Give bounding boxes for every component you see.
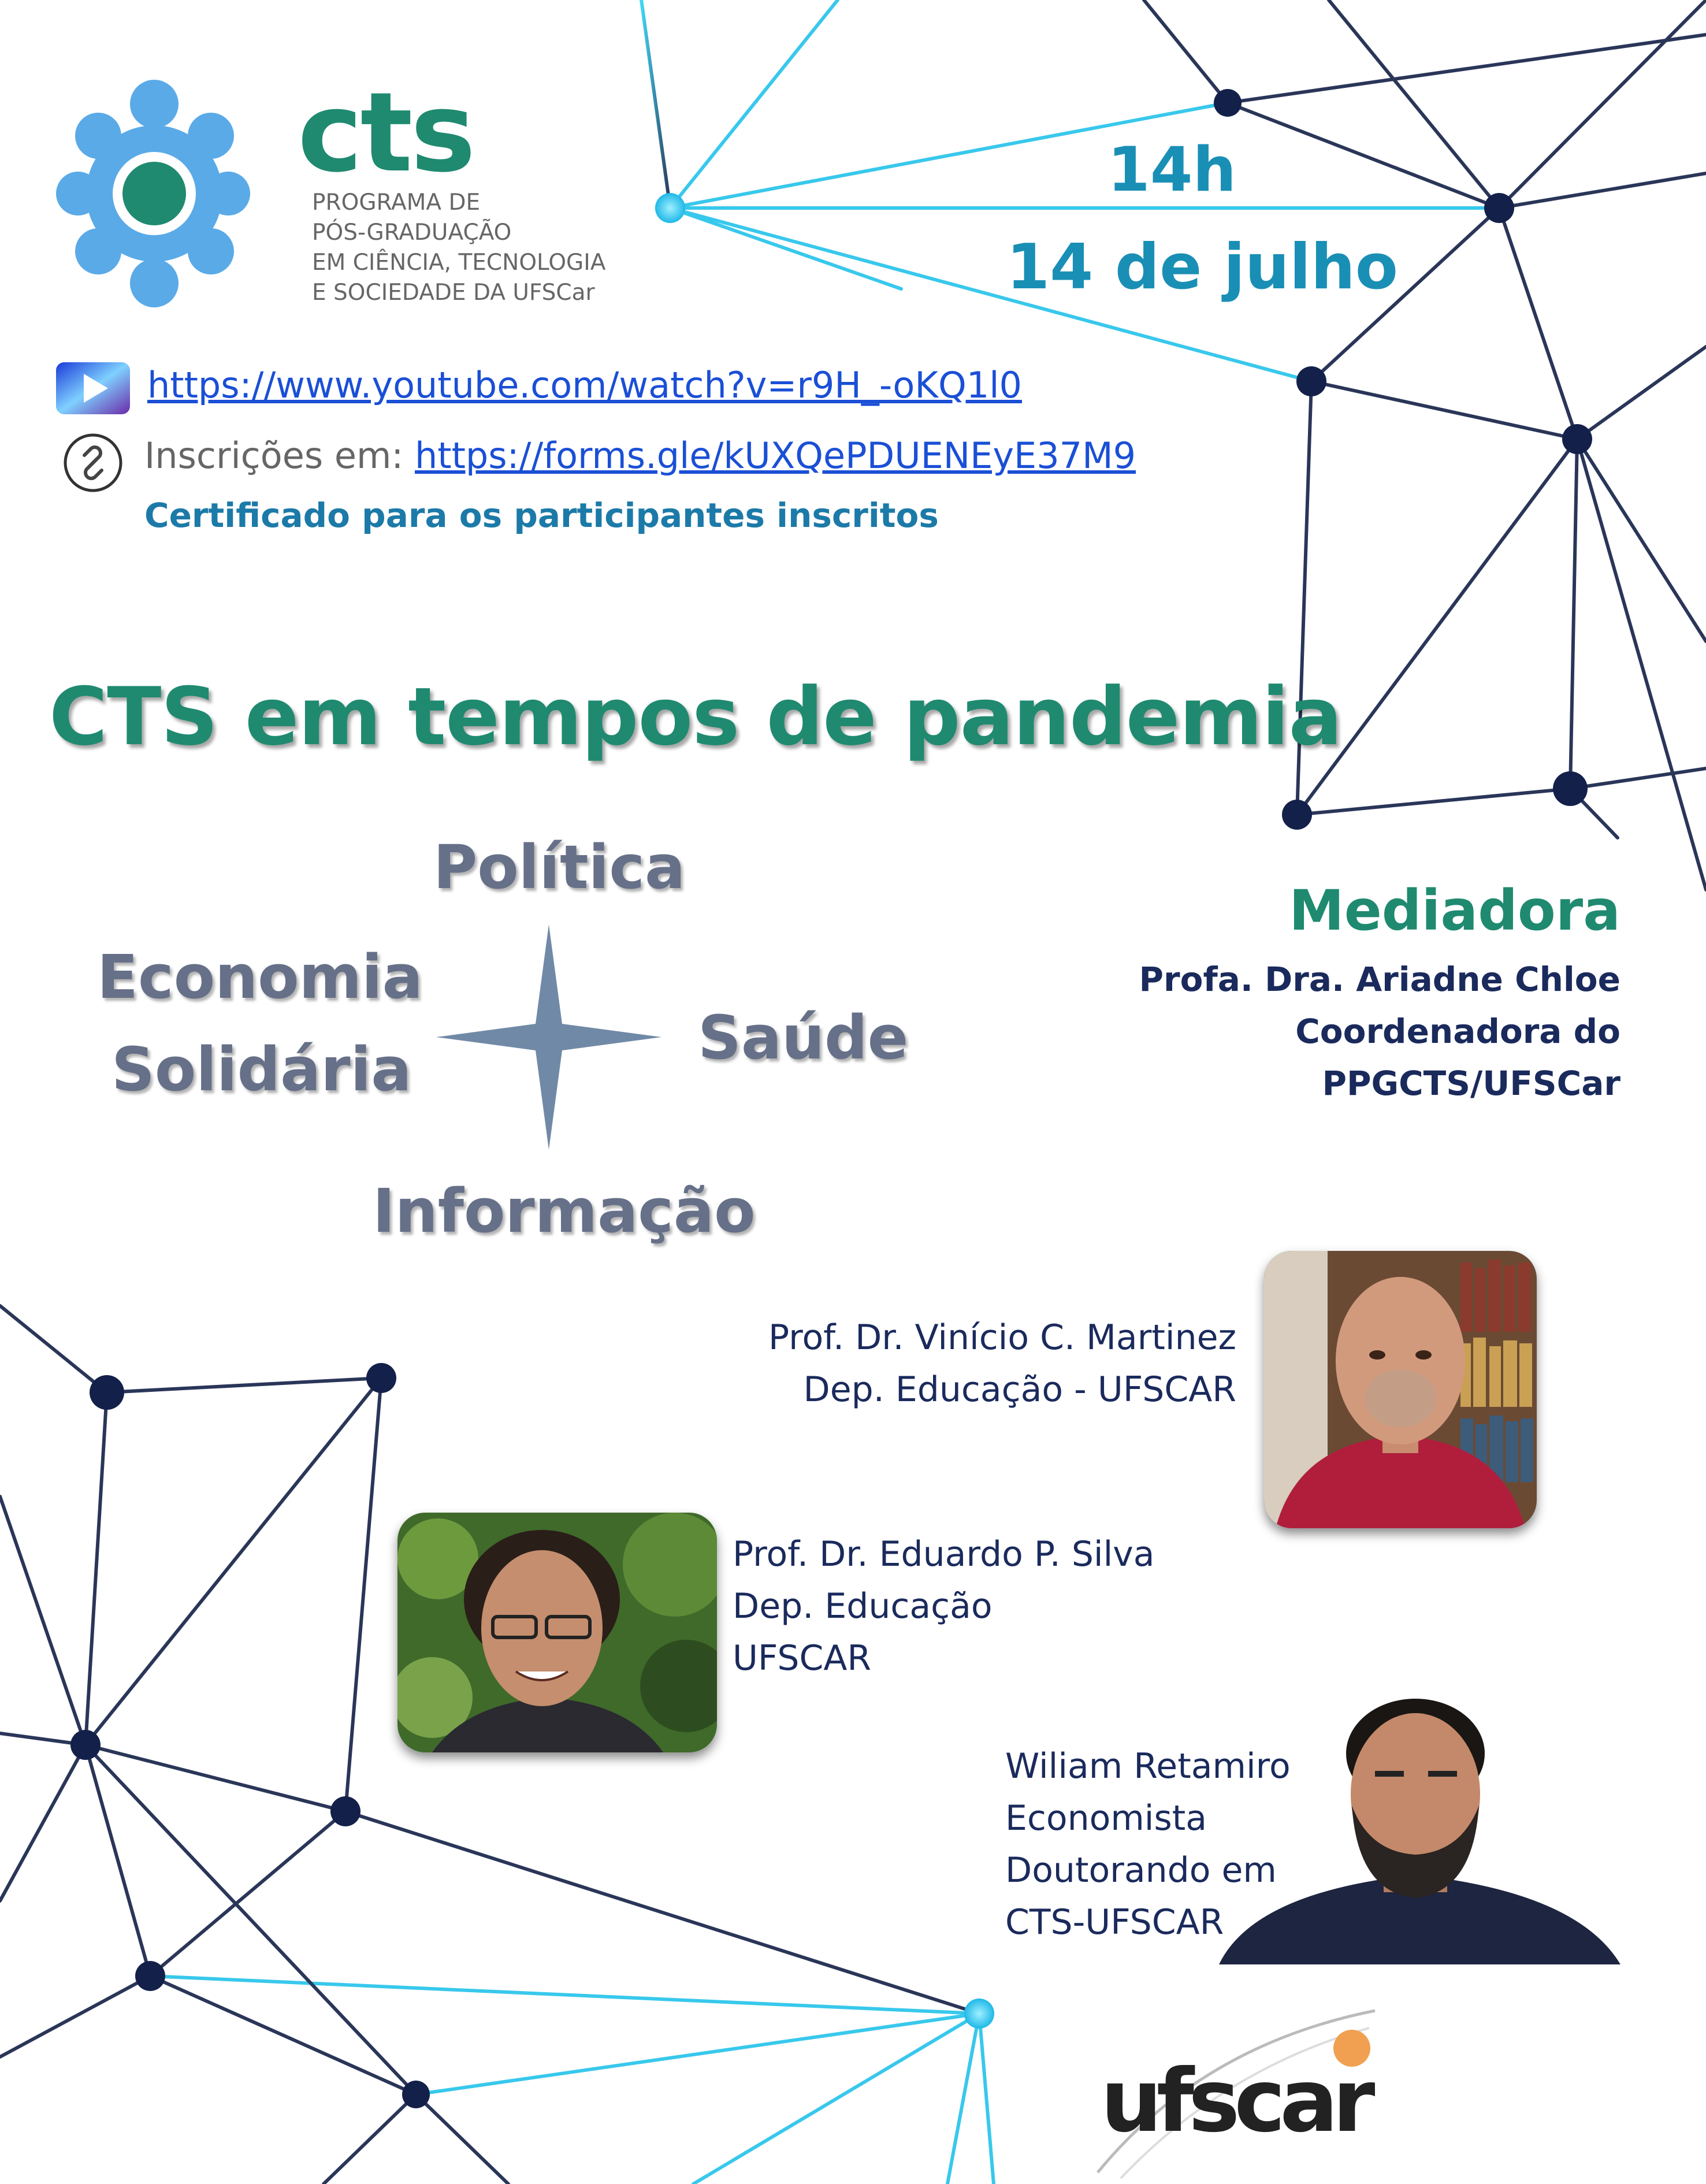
program-name [312,188,605,308]
topic-left-line1: Economia [97,942,423,1012]
speaker-line: Prof. Dr. Eduardo P. Silva [733,1534,1155,1574]
speaker-line: Prof. Dr. Vinício C. Martinez [768,1317,1236,1358]
topic-left-line2: Solidária [111,1034,412,1105]
certificate-note: Certificado para os participantes inscritos [144,496,939,535]
speaker-line: UFSCAR [733,1638,872,1678]
youtube-icon[interactable] [55,361,131,416]
link-icon [62,432,124,493]
cts-logo-mark [55,69,254,318]
topic-bottom: Informação [373,1176,756,1246]
speaker-line: Wiliam Retamiro [1005,1746,1291,1786]
cts-logo-word: cts [298,69,474,196]
speaker-line: Doutorando em [1005,1850,1277,1890]
speaker-line: CTS-UFSCAR [1005,1902,1224,1942]
mediator-line: Profa. Dra. Ariadne Chloe [1139,960,1620,999]
mediator-info [1040,953,1620,1109]
topic-right: Saúde [698,1002,909,1073]
ufscar-logo-word: ufscar [1101,2051,1370,2152]
speaker-line: Dep. Educação [733,1586,993,1626]
compass-star-icon [436,924,661,1150]
youtube-link[interactable]: https://www.youtube.com/watch?v=r9H_-oKQ1l0 [147,364,1022,406]
mediator-heading: Mediadora [1289,878,1620,943]
registration-link[interactable]: https://forms.gle/kUXQePDUENEyE37M9 [415,434,1136,477]
program-line: EM CIÊNCIA, TECNOLOGIA [312,250,606,276]
program-line: PÓS-GRADUAÇÃO [312,220,512,246]
program-line: PROGRAMA DE [312,190,481,216]
topic-top: Política [433,832,686,902]
event-title: CTS em tempos de pandemia [49,670,1342,763]
registration-line [144,434,1136,477]
speaker-line: Dep. Educação - UFSCAR [803,1369,1236,1410]
speaker-2-photo [397,1513,717,1752]
speaker-1-photo [1264,1251,1537,1528]
speaker-3-photo [1219,1684,1620,1964]
speaker-2-info [733,1528,1155,1684]
mediator-line: PPGCTS/UFSCar [1322,1064,1620,1103]
program-line: E SOCIEDADE DA UFSCar [312,280,595,306]
mediator-line: Coordenadora do [1295,1012,1620,1051]
event-date: 14 de julho [1006,231,1398,303]
event-time: 14h [1107,134,1236,205]
speaker-1-info [635,1312,1236,1416]
registration-label: Inscrições em: [144,434,415,477]
speaker-line: Economista [1005,1798,1207,1838]
